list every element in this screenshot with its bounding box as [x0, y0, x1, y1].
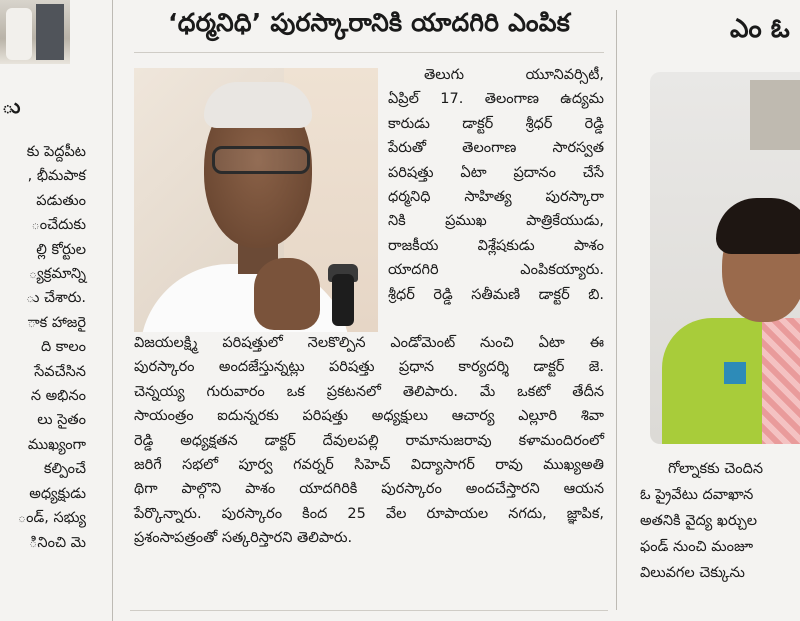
right-line: అతనికి వైద్య ఖర్చుల — [640, 513, 758, 529]
body-line: రాజకీయ విశ్లేషకుడు పాశం — [388, 237, 604, 254]
left-line: ంచేదుకు — [31, 217, 86, 234]
photo-patch — [724, 362, 746, 384]
body-line: నికి ప్రముఖ పాత్రికేయుడు, — [388, 213, 604, 230]
article-body-full — [134, 331, 604, 551]
left-line: ండ్, సభ్యు — [17, 510, 86, 527]
body-line: పురస్కారం అందజేస్తున్నట్లు పరిషత్తు ప్రధాన కార్యదర్శి డాక్టర్ జె. — [134, 359, 604, 376]
photo-shelf — [750, 80, 800, 150]
body-line: యాదగిరి ఎంపికయ్యారు. — [388, 262, 604, 279]
right-article-photo — [650, 72, 800, 444]
left-line: కు పెద్దపీట — [26, 144, 86, 160]
left-line: , భీమపాక — [27, 168, 86, 185]
body-line: ధర్మనిధి సాహిత్య పురస్కారా — [388, 189, 604, 206]
left-line: ల్లి కోర్టుల — [36, 241, 86, 258]
right-line: విలువగల చెక్కును — [640, 565, 745, 581]
bottom-divider — [130, 610, 608, 611]
photo-hair — [716, 198, 800, 254]
right-line: ఓ ప్రైవేటు దవాఖాన — [640, 487, 754, 503]
photo-hair — [204, 82, 312, 128]
left-line: ముఖ్యంగా — [27, 436, 86, 453]
body-line: కారుడు డాక్టర్ శ్రీధర్ రెడ్డి — [388, 115, 604, 132]
left-line: అధ్యక్షుడు — [29, 485, 86, 502]
left-line: సేవచేసిన — [34, 363, 86, 380]
body-line: పరిషత్తు ఏటా ప్రదానం చేసే — [388, 164, 604, 181]
microphone-handle — [332, 274, 354, 326]
left-line: కల్పించే — [43, 461, 86, 478]
left-body-text — [0, 140, 86, 555]
left-photo-figure — [6, 8, 32, 60]
body-line: రెడ్డి అధ్యక్షతన డాక్టర్ దేవులపల్లి రామానుజరావు కళామందిరంలో — [134, 432, 604, 449]
body-line: సాయంత్రం ఐదున్నరకు పరిషత్తు అధ్యక్షులు ఆచార్య ఎల్లూరి శివా — [134, 408, 604, 425]
body-line: శ్రీధర్ రెడ్డి సతీమణి డాక్టర్ బి. — [388, 286, 604, 303]
left-heading-fragment: ు — [2, 94, 21, 118]
article-headline: ‘ధర్మనిధి’ పురస్కారానికి యాదగిరి ఎంపిక — [168, 8, 570, 37]
right-line: ఫండ్ నుంచి మంజూ — [640, 539, 754, 555]
body-line: ప్రశంసాపత్రంతో సత్కరిస్తారని తెలిపారు. — [134, 530, 353, 547]
column-divider — [616, 10, 617, 610]
right-body-text — [640, 456, 800, 586]
article-body-wrap — [388, 63, 604, 307]
main-article — [130, 0, 608, 621]
headline-divider — [134, 52, 604, 53]
left-line: ాక హాజరై — [27, 314, 86, 331]
left-article-fragment — [0, 0, 92, 621]
right-line: గోల్నాకకు చెందిన — [668, 461, 764, 477]
left-photo-fragment — [0, 0, 70, 64]
body-line: విజయలక్ష్మి పరిషత్తులో నెలకొల్పిన ఎండోమెంట్ నుంచి ఏటా ఈ — [134, 335, 604, 351]
right-heading-fragment: ఎం ఓ — [730, 14, 790, 44]
left-line: ్యక్రమాన్ని — [28, 266, 86, 283]
left-line: లు సైతం — [37, 412, 86, 429]
body-line: చెన్నయ్య గురువారం ఒక ప్రకటనలో తెలిపారు. మే ఒకటో తేదీన — [134, 383, 604, 400]
photo-glasses — [212, 146, 310, 174]
body-line: పేరుతో తెలంగాణ సారస్వత — [388, 140, 604, 157]
left-line: పడుతుం — [36, 192, 86, 209]
article-photo — [134, 68, 378, 332]
right-article-fragment — [626, 0, 800, 621]
body-line: తెలుగు యూనివర్సిటీ, — [424, 67, 604, 83]
left-line: న అభినం — [30, 388, 86, 405]
photo-dupatta — [762, 318, 800, 444]
left-photo-background — [36, 4, 64, 60]
body-line: థిగా పాల్గొని పాశం యాదగిరికి పురస్కారం అందచేస్తారని ఆయన — [134, 481, 604, 498]
body-line: ఏప్రిల్ 17. తెలంగాణ ఉద్యమ — [388, 91, 604, 108]
body-line: జరిగే సభలో పూర్వ గవర్నర్ సిహెచ్ విద్యాసాగర్ రావు ముఖ్యఅతి — [134, 457, 604, 474]
left-line: ు చేశారు. — [25, 290, 86, 307]
left-line: ినించి మె — [29, 534, 86, 551]
photo-hand — [254, 258, 320, 330]
column-divider — [112, 0, 113, 621]
body-line: పేర్కొన్నారు. పురస్కారం కింద 25 వేల రూపాయల నగదు, జ్ఞాపిక, — [134, 505, 604, 522]
left-line: ది కాలం — [40, 339, 86, 356]
